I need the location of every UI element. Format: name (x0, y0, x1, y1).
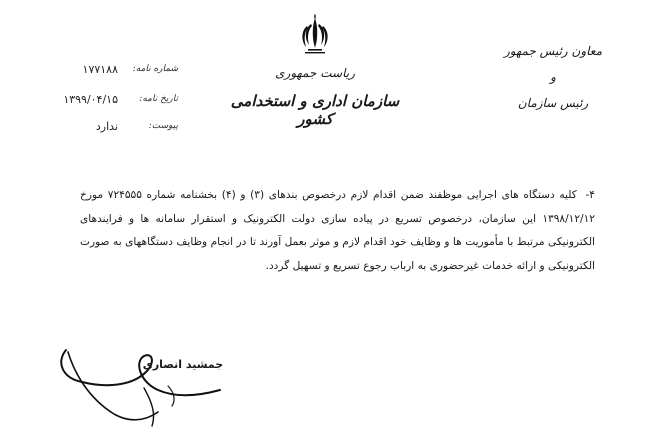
signatory-title (498, 38, 608, 116)
letter-date-label: تاریخ نامه: (139, 94, 178, 104)
iran-emblem-icon (300, 14, 330, 56)
signatory-title-line1: معاون رئیس جمهور (503, 44, 603, 58)
body-paragraph (80, 184, 595, 278)
signatory-title-line3: رئیس سازمان (517, 96, 589, 110)
signature-scribble (48, 342, 248, 432)
attachment-label: پیوست: (148, 121, 178, 131)
letter-date-value: ۱۳۹۹/۰۴/۱۵ (63, 93, 118, 106)
signer-name: جمشید انصاری (142, 358, 224, 371)
letter-number-value: ۱۷۷۱۸۸ (82, 63, 118, 76)
attachment-value: ندارد (95, 120, 118, 133)
signatory-title-line2: و (550, 70, 556, 84)
letter-number-label: شماره نامه: (132, 64, 178, 74)
org-title: سازمان اداری و استخدامی کشور (230, 92, 400, 128)
paragraph-text: کلیه دستگاه های اجرایی موظفند ضمن اقدام لازم درخصوص بندهای (۳) و (۴) بخشنامه شماره ۷۲۴۵۵۵ مورخ ۱۳۹۸/۱۲/۱۲ این سازمان، درخصوص تسریع در پیاده سازی دولت الکترونیک و استقرار سامانه ها و فرایندهای الکترونیکی مرتبط با مأموریت ها و وظایف خود اقدام لازم و موثر بعمل آورند تا در انجام وظایف دستگاههای به صورت الکترونیکی و ارائه خدمات غیرحضوری به ارباب رجوع تسریع و تسهیل گردد. (80, 189, 595, 272)
item-number: ۴- (585, 189, 595, 201)
org-subtitle: ریاست جمهوری (275, 66, 355, 80)
